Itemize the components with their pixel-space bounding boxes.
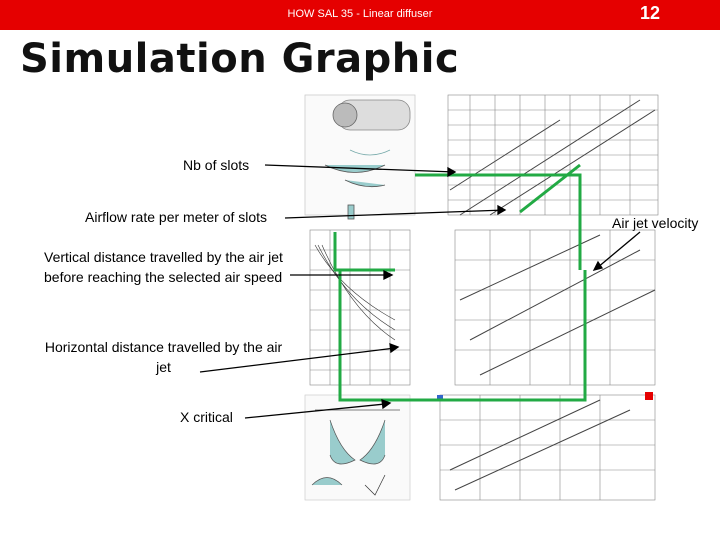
- air-jet-velocity-label: Air jet velocity: [612, 215, 699, 231]
- middle-left-chart: [310, 230, 410, 385]
- nb-slots-label: Nb of slots: [183, 157, 250, 173]
- arrow-air-jet-velocity: [597, 232, 640, 268]
- diffuser-illustration: [305, 95, 415, 219]
- lower-right-chart: [437, 392, 655, 500]
- slide-title: Simulation Graphic: [20, 36, 460, 82]
- flow-path-segment-3: [335, 232, 395, 270]
- airflow-rate-label: Airflow rate per meter of slots: [85, 209, 268, 225]
- x-critical-label: X critical: [180, 409, 233, 425]
- flow-path-segment-2: [520, 165, 580, 212]
- upper-right-chart: [448, 95, 658, 215]
- page-number: 12: [639, 3, 660, 23]
- header-title: HOW SAL 35 - Linear diffuser: [287, 8, 433, 20]
- arrow-horizontal-distance: [200, 348, 395, 372]
- horizontal-distance-label: Horizontal distance travelled by the air jet: [44, 339, 283, 375]
- flow-path-segment-4: [340, 270, 585, 400]
- annotation-arrows: [200, 165, 640, 418]
- middle-right-chart: [455, 230, 655, 385]
- vertical-distance-label: Vertical distance travelled by the air jet before reaching the selected air speed: [44, 249, 283, 285]
